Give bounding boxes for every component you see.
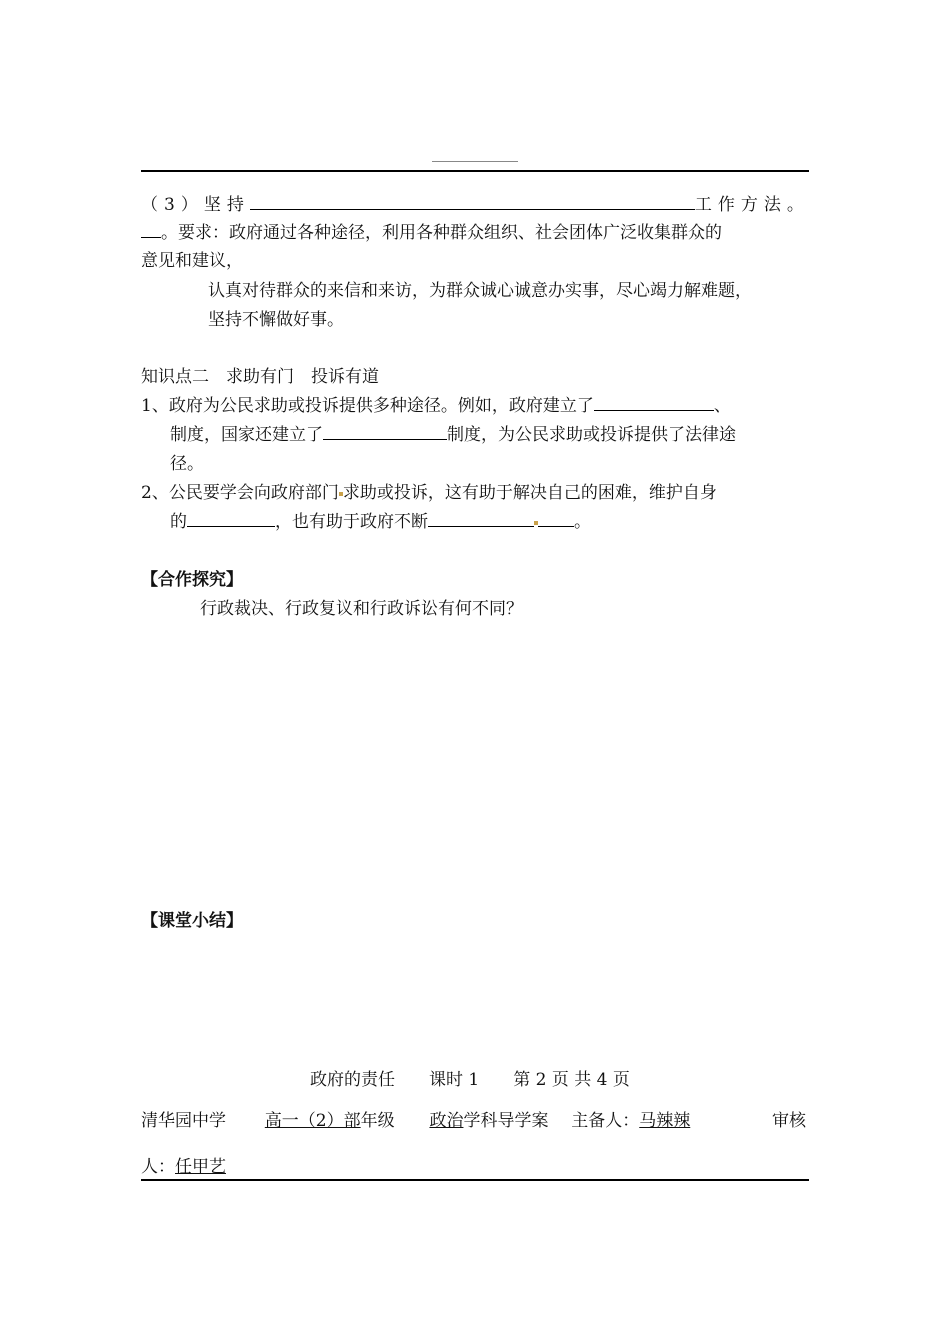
blank-2 [323, 421, 447, 440]
knowledge2-item2-line2: 的 ，也有助于政府不断 。 [170, 507, 591, 532]
blank-3 [187, 508, 275, 527]
cooperate-question: 行政裁决、行政复议和行政诉讼有何不同？ [200, 599, 523, 619]
summary-heading: 【课堂小结】 [141, 911, 243, 931]
knowledge2-item1-line3: 径。 [170, 454, 204, 474]
section3-suffix: 工作方法。 [694, 195, 810, 215]
knowledge2-heading: 知识点二 求助有门 投诉有道 [141, 367, 379, 387]
blank-1 [594, 392, 714, 411]
section3-line4: 认真对待群众的来信和来访，为群众诚心诚意办实事，尽心竭力解难题， [208, 281, 752, 301]
reviewer: 任甲艺 [175, 1157, 226, 1177]
header-rule [141, 170, 809, 172]
footer-page-info: 政府的责任 课时 1 第 2 页 共 4 页 [310, 1070, 630, 1090]
section3-line5: 坚持不懈做好事。 [208, 310, 344, 330]
header-short-rule [432, 161, 518, 162]
section3-line3: 意见和建议， [141, 251, 243, 271]
blank-4a [428, 508, 534, 527]
author: 马辣辣 [639, 1111, 691, 1131]
section3-blank-short [141, 219, 161, 238]
blank-4b [538, 508, 574, 527]
knowledge2-item2-line1: 2、公民要学会向政府部门 求助或投诉，这有助于解决自己的困难，维护自身 [141, 483, 717, 503]
subject: 政治 [429, 1111, 464, 1131]
section3-blank-long [250, 191, 695, 210]
knowledge2-item1-line2: 制度，国家还建立了 制度，为公民求助或投诉提供了法律途 [170, 420, 736, 445]
footer-rule [141, 1179, 809, 1181]
school-name: 清华园中学 [141, 1111, 226, 1131]
knowledge2-item1-line1: 1、政府为公民求助或投诉提供多种途径。例如，政府建立了 、 [141, 391, 731, 416]
footer-info-line1: 清华园中学 高一（2）部年级 政治学科导学案 主备人：马辣辣 [141, 1111, 691, 1131]
grade: 高一（2）部 [264, 1111, 361, 1131]
section3-prefix: （3）坚持 [141, 195, 250, 215]
footer-info-line2: 人：任甲艺 [141, 1157, 226, 1177]
section3-line2: 。要求：政府通过各种途径，利用各种群众组织、社会团体广泛收集群众的 [141, 218, 722, 243]
cooperate-heading: 【合作探究】 [141, 570, 243, 590]
reviewer-label-1: 审核 [772, 1111, 806, 1131]
section3-line1 [141, 190, 810, 215]
